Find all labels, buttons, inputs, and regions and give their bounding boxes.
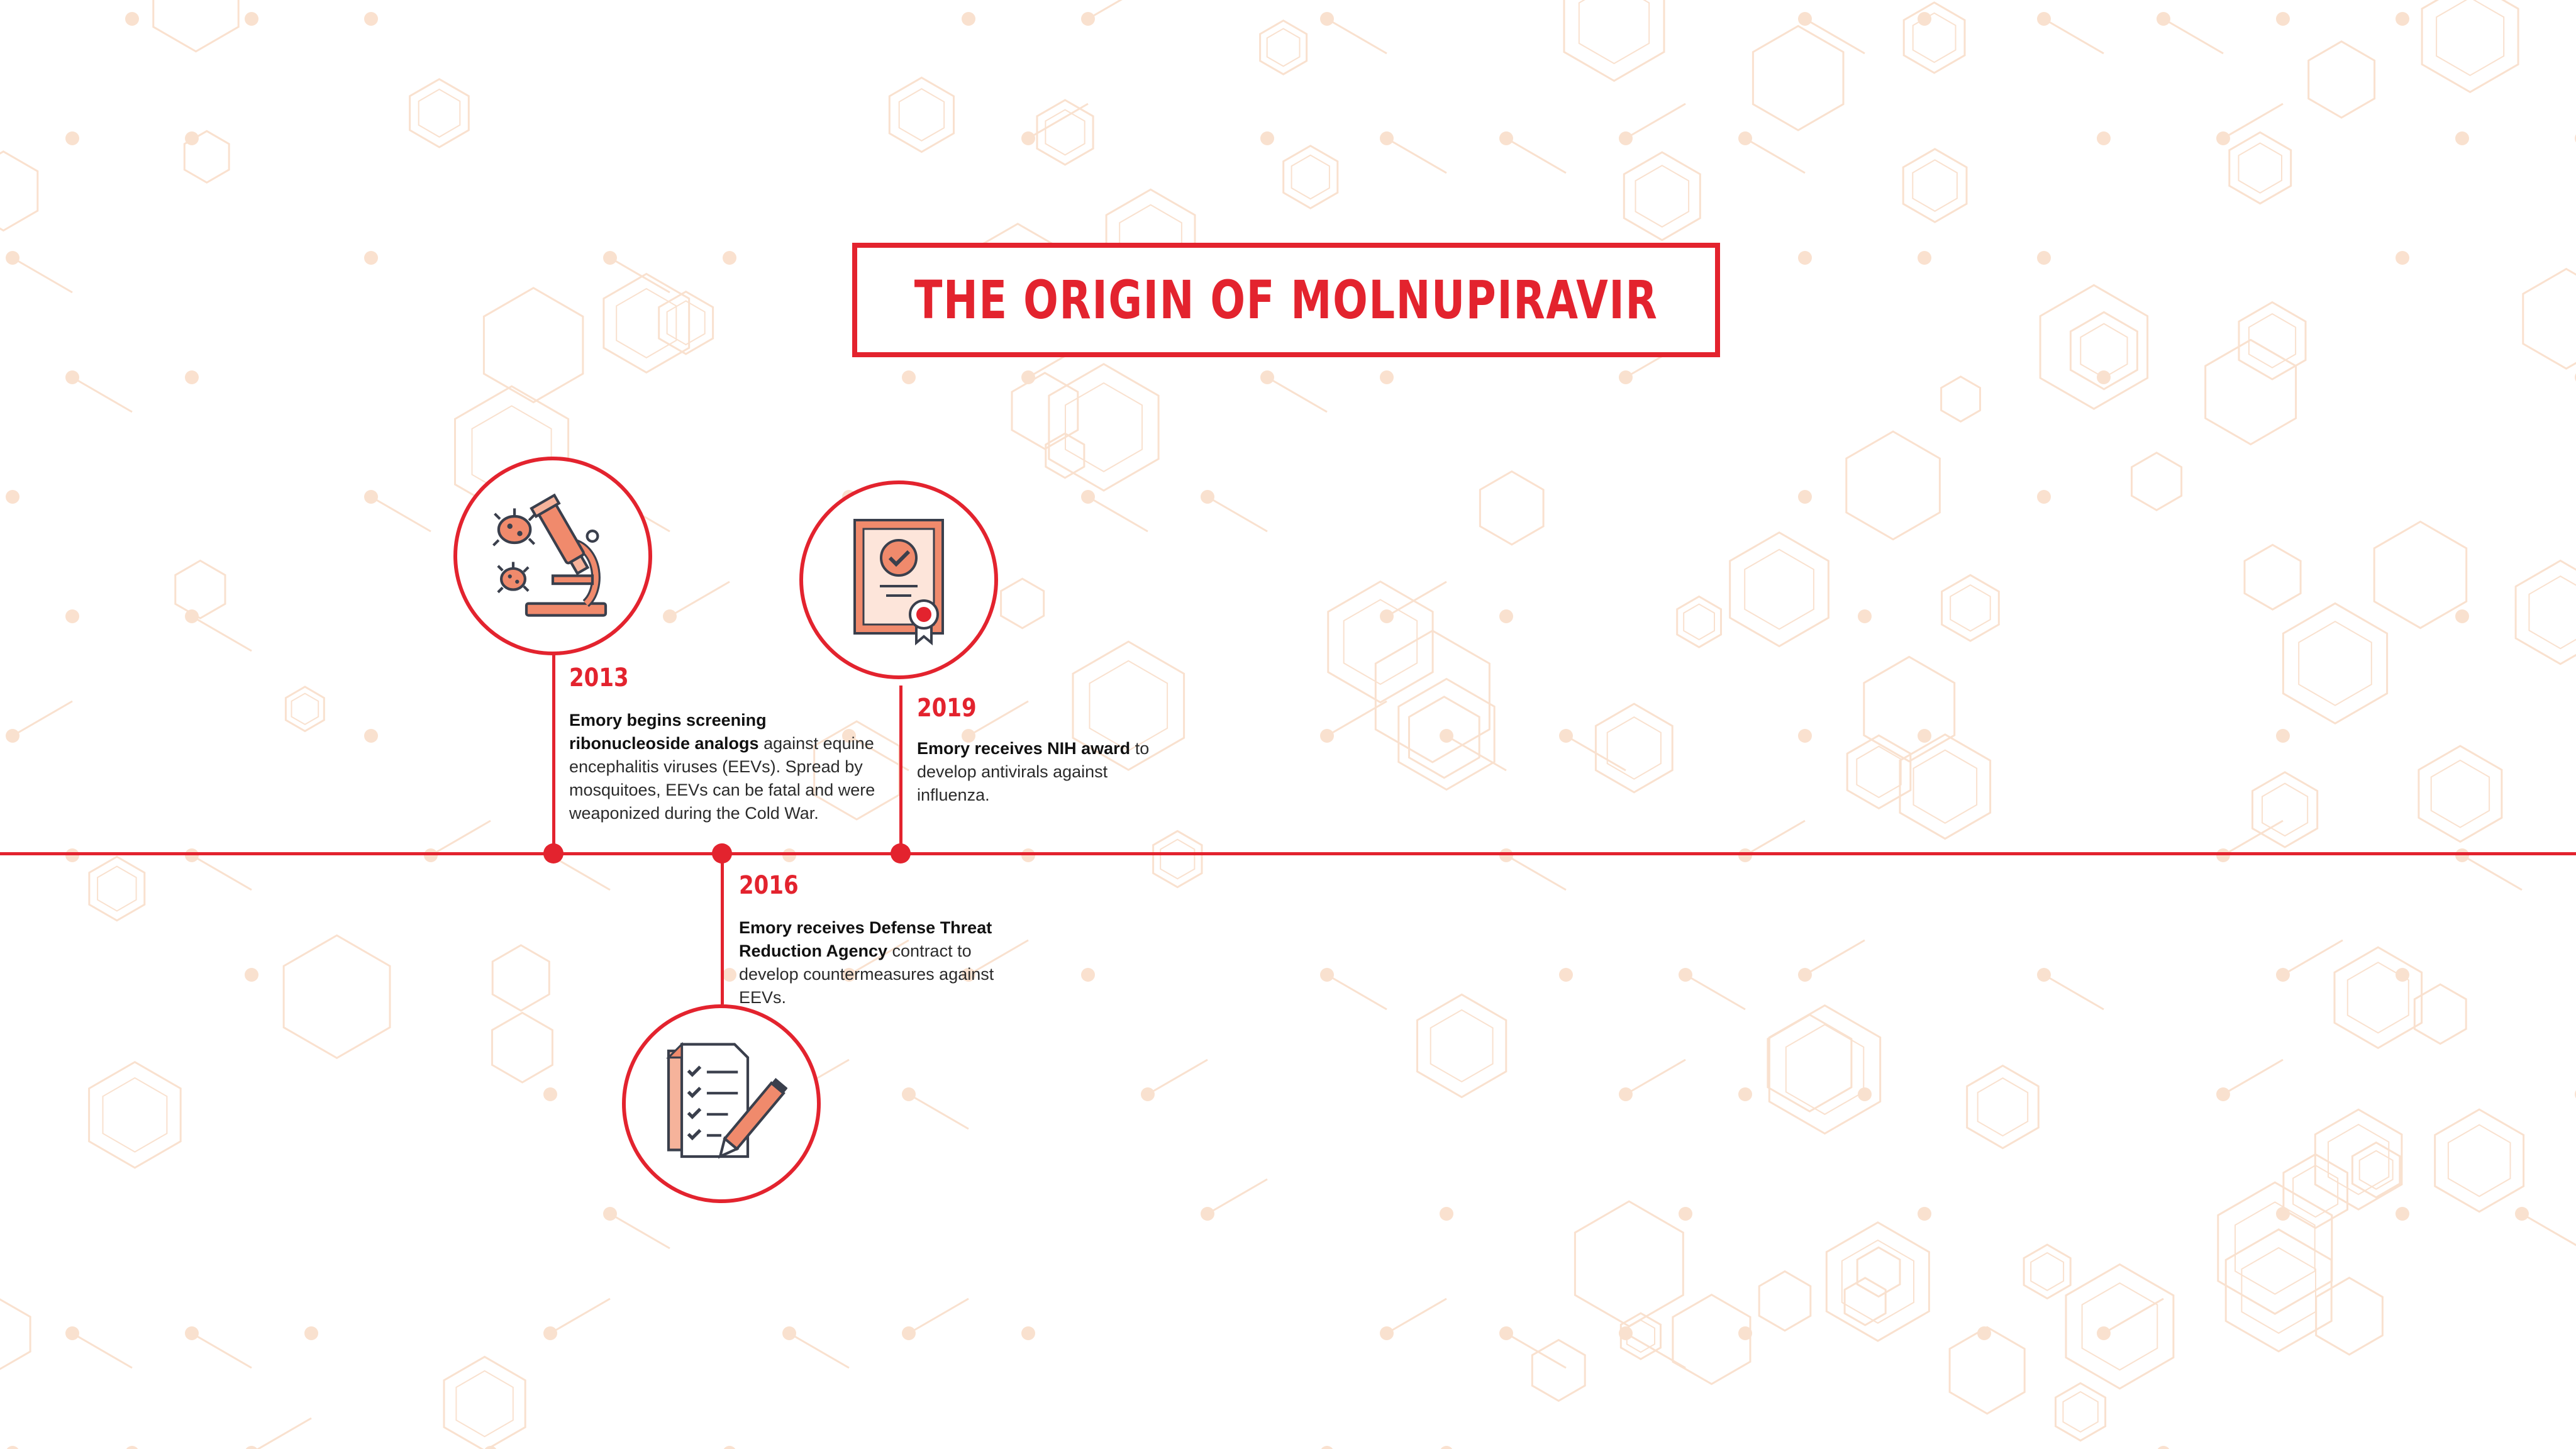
year-2013: 2013 [569,663,629,692]
title-box [852,243,1720,357]
checklist-icon [655,1038,787,1170]
event-description-2013 [569,709,877,825]
event-highlight-2016: Emory receives Defense Threat Reduction Agency [739,918,992,960]
year-2016: 2016 [739,871,799,900]
timeline-dot-2016 [712,843,732,863]
year-2019: 2019 [917,694,977,723]
microscope-icon [487,490,619,622]
certificate-icon [836,514,962,646]
timeline-axis [0,852,2576,855]
event-text-2019: to develop antivirals against influenza. [917,739,1150,804]
stem-2019 [899,686,902,853]
event-circle-2019 [799,480,998,679]
event-circle-2013 [453,457,652,655]
stem-2016 [721,853,724,1004]
event-text-2013: against equine encephalitis viruses (EEVs). Spread by mosquitoes, EEVs can be fatal and were weaponized during the Cold War. [569,734,875,823]
event-highlight-2013: Emory begins screening ribonucleoside analogs [569,711,767,753]
event-description-2016 [739,916,1035,1009]
timeline-dot-2013 [543,843,564,863]
event-highlight-2019: Emory receives NIH award [917,739,1131,758]
event-description-2019 [917,737,1169,807]
stem-2013 [552,654,555,853]
page-title: THE ORIGIN OF MOLNUPIRAVIR [914,269,1658,331]
event-circle-2016 [622,1004,821,1203]
event-text-2016: contract to develop countermeasures against EEVs. [739,941,994,1007]
timeline-dot-2019 [891,843,911,863]
